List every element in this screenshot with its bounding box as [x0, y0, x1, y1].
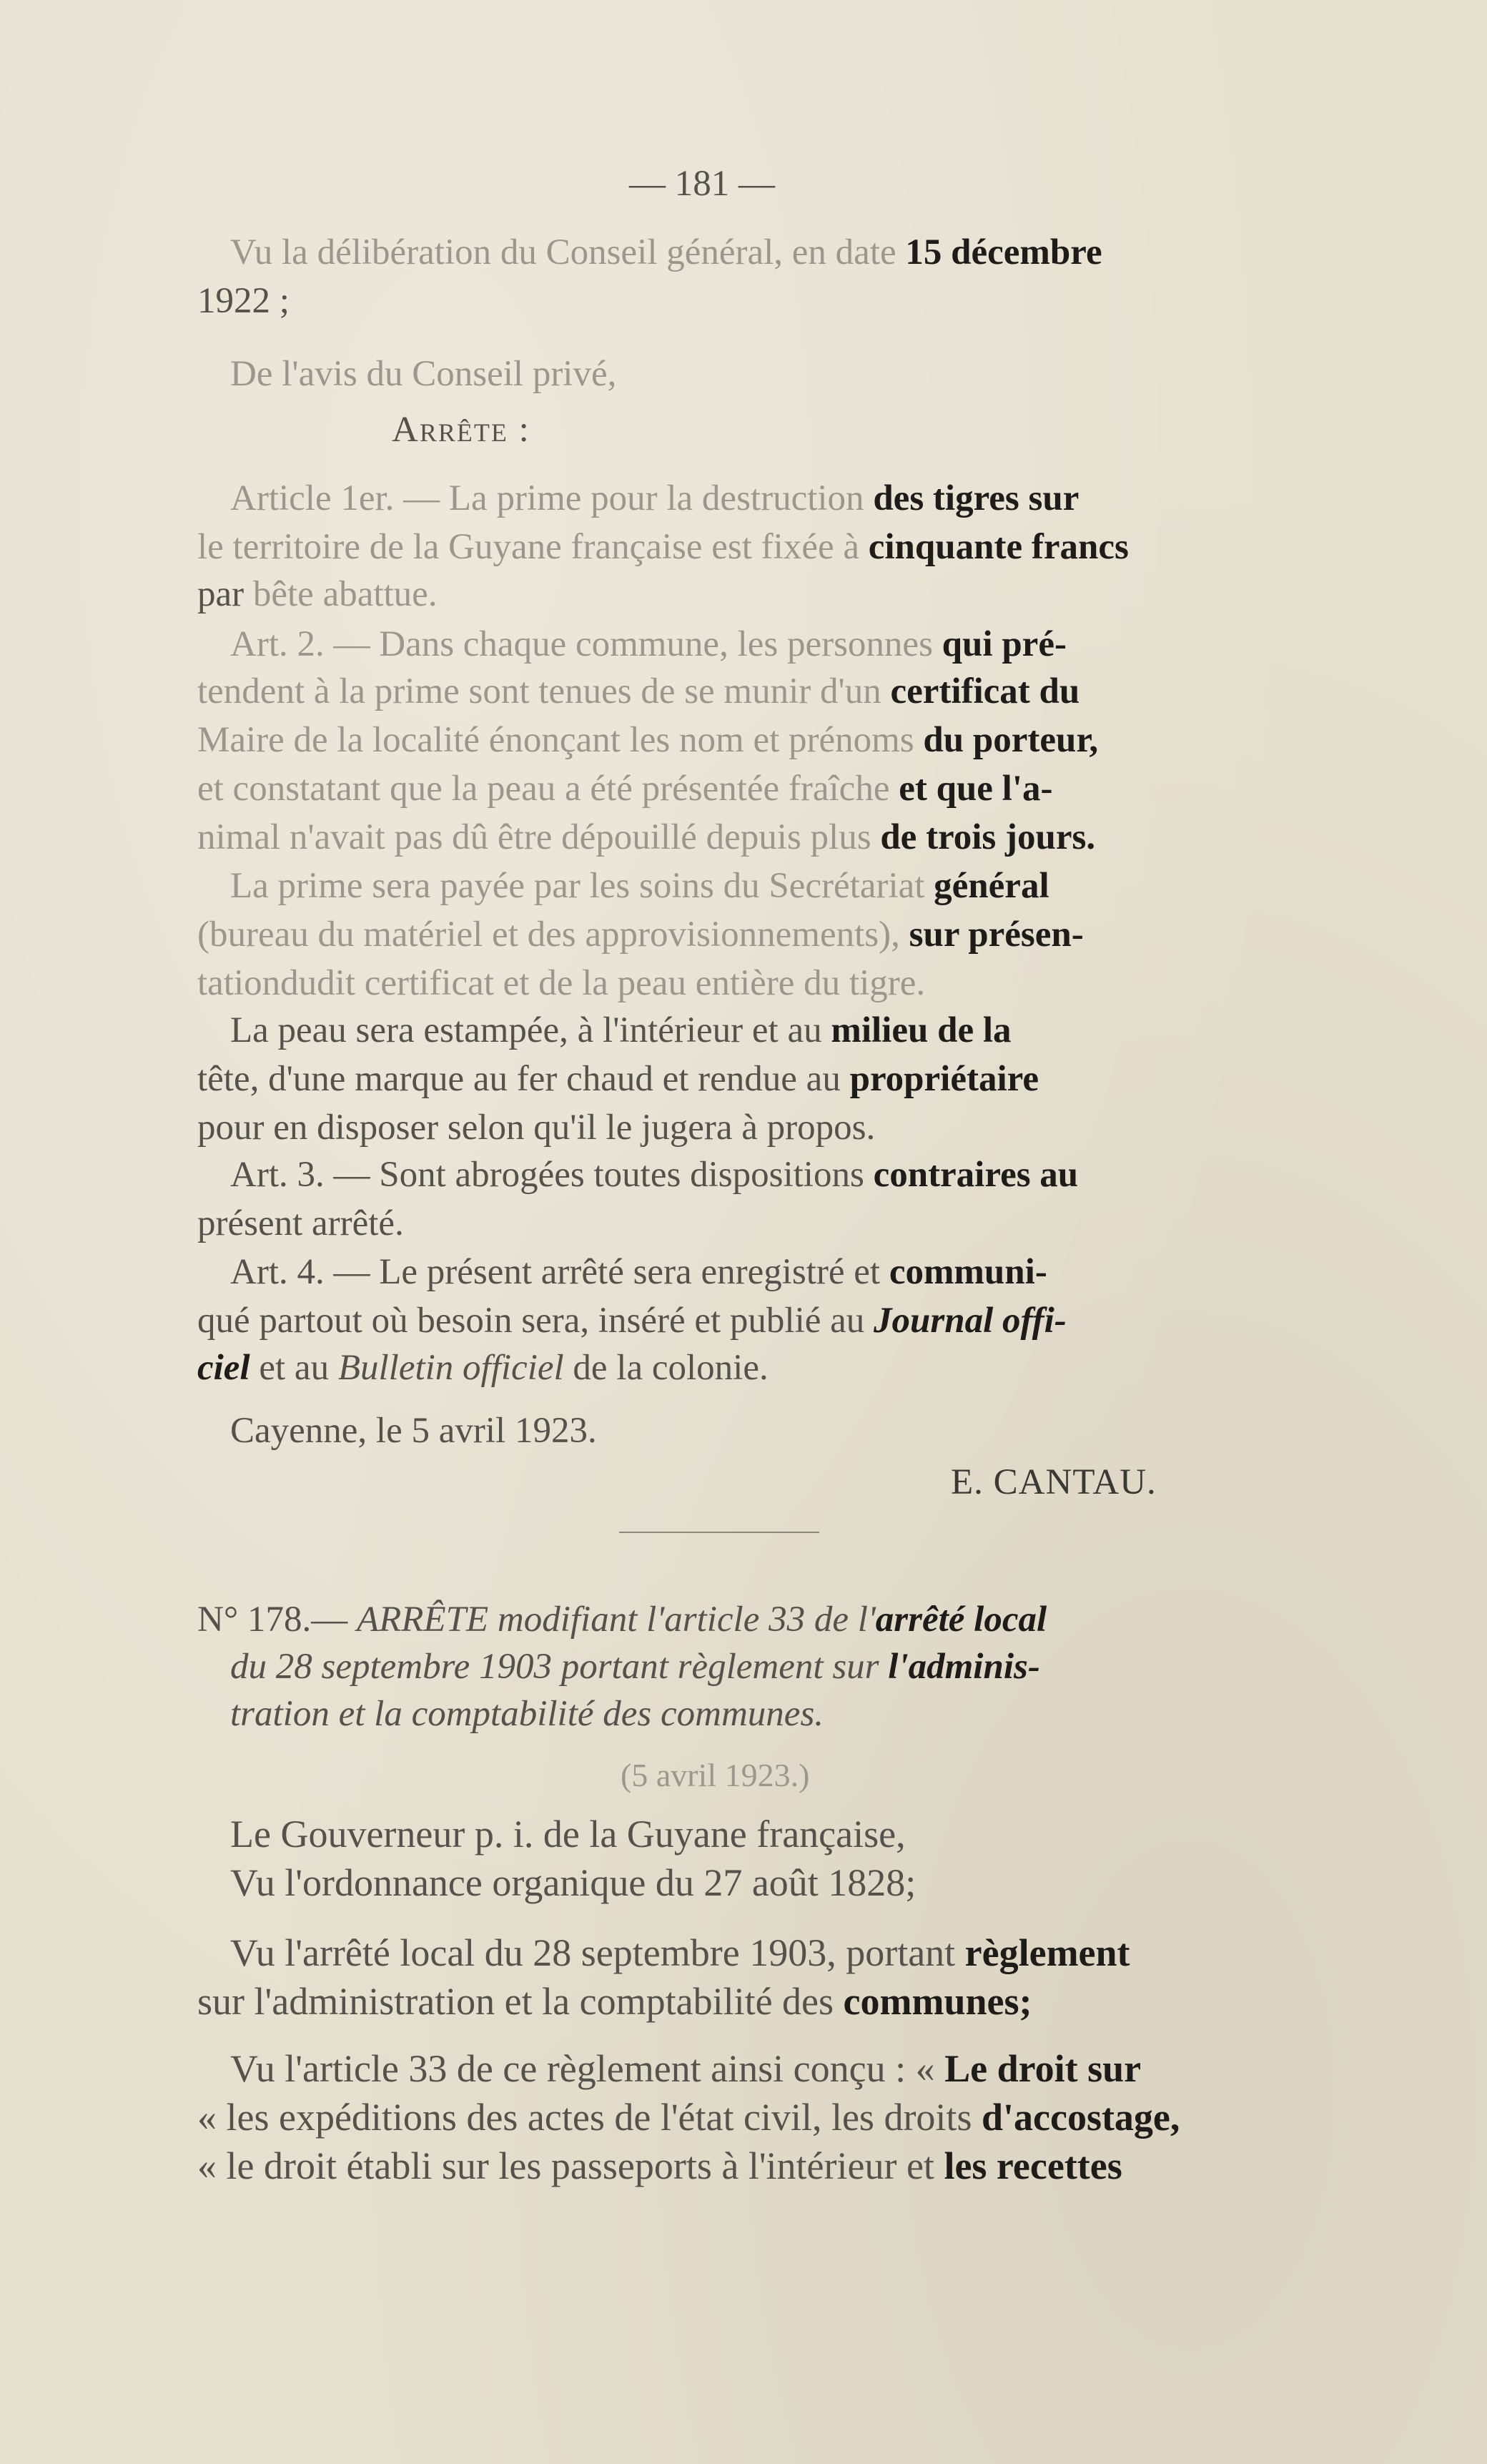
date-line: (5 avril 1923.): [621, 1757, 810, 1793]
text-line: Vu l'article 33 de ce règlement ainsi conçu : « Le droit sur: [230, 2047, 1142, 2090]
arrete-heading: Arrête :: [392, 410, 530, 450]
text-line: tendent à la prime sont tenues de se munir d'un certificat du: [197, 671, 1080, 711]
title-line: tration et la comptabilité des communes.: [230, 1694, 824, 1734]
text-line: le territoire de la Guyane française est fixée à cinquante francs: [197, 527, 1129, 567]
text-line: Art. 3. — Sont abrogées toutes dispositions contraires au: [230, 1155, 1079, 1195]
text-line: tête, d'une marque au fer chaud et rendue au propriétaire: [197, 1059, 1039, 1099]
text-line: Maire de la localité énonçant les nom et prénoms du porteur,: [197, 720, 1099, 760]
text-line: « les expéditions des actes de l'état civil, les droits d'accostage,: [197, 2096, 1180, 2139]
text-line: Le Gouverneur p. i. de la Guyane française,: [230, 1813, 906, 1856]
text-line: (bureau du matériel et des approvisionnements), sur présen-: [197, 915, 1084, 955]
text-line: et constatant que la peau a été présentée fraîche et que l'a-: [197, 769, 1053, 809]
text-line: La prime sera payée par les soins du Secrétariat général: [230, 866, 1049, 906]
section-divider: [619, 1532, 819, 1533]
text-line: qué partout où besoin sera, inséré et publié au Journal offi-: [197, 1301, 1067, 1341]
signature: E. CANTAU.: [951, 1462, 1157, 1502]
page-number: — 181 —: [629, 164, 775, 204]
text-line: par bête abattue.: [197, 574, 438, 614]
text-line: 1922 ;: [197, 281, 290, 321]
text-line: « le droit établi sur les passeports à l'intérieur et les recettes: [197, 2144, 1122, 2187]
text-line: ciel et au Bulletin officiel de la colonie.: [197, 1348, 769, 1388]
title-line: du 28 septembre 1903 portant règlement sur l'adminis-: [230, 1647, 1040, 1687]
date-line: Cayenne, le 5 avril 1923.: [230, 1411, 597, 1451]
text-line: Article 1er. — La prime pour la destruction des tigres sur: [230, 478, 1080, 518]
title-line: N° 178.— ARRÊTE modifiant l'article 33 de l'arrêté local: [197, 1600, 1047, 1640]
text-line: Vu l'ordonnance organique du 27 août 1828;: [230, 1861, 917, 1904]
text-line: sur l'administration et la comptabilité des communes;: [197, 1980, 1032, 2023]
text-line: tationdudit certificat et de la peau entière du tigre.: [197, 963, 926, 1003]
text-line: Vu l'arrêté local du 28 septembre 1903, portant règlement: [230, 1931, 1130, 1974]
text-line: Art. 2. — Dans chaque commune, les personnes qui pré-: [230, 624, 1067, 664]
text-line: De l'avis du Conseil privé,: [230, 354, 617, 394]
text-line: pour en disposer selon qu'il le jugera à propos.: [197, 1108, 876, 1148]
text-line: La peau sera estampée, à l'intérieur et au milieu de la: [230, 1010, 1012, 1050]
text-line: Vu la délibération du Conseil général, en date 15 décembre: [230, 232, 1102, 272]
text-line: Art. 4. — Le présent arrêté sera enregistré et communi-: [230, 1252, 1047, 1292]
text-line: nimal n'avait pas dû être dépouillé depuis plus de trois jours.: [197, 817, 1096, 857]
text-line: présent arrêté.: [197, 1203, 404, 1243]
